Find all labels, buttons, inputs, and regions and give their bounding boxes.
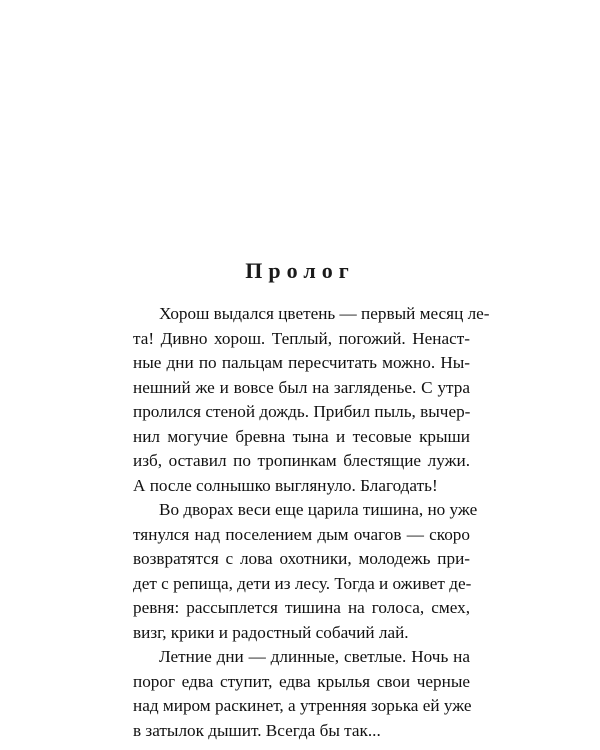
text-line: изб, оставил по тропинкам блестящие лужи. (133, 451, 470, 470)
text-line: А после солнышко выглянуло. Благодать! (133, 475, 438, 495)
text-line: пролился стеной дождь. Прибил пыль, вычер- (133, 402, 471, 421)
text-line: Во дворах веси еще царила тишина, но уже (159, 500, 478, 519)
text-line: нешний же и вовсе был на загляденье. С утра (133, 377, 470, 397)
text-line: над миром раскинет, а утренняя зорька ей уже (133, 696, 472, 715)
text-line: возвратятся с лова охотники, молодежь при- (133, 549, 470, 568)
text-line: ревня: рассыплется тишина на голоса, смех, (133, 598, 470, 617)
chapter-body (133, 302, 490, 743)
text-line: тянулся над поселением дым очагов — скоро (133, 524, 470, 544)
text-line: ные дни по пальцам пересчитать можно. Ны- (133, 353, 470, 372)
text-line: та! Дивно хорош. Теплый, погожий. Ненаст- (133, 328, 470, 348)
text-line: Летние дни — длинные, светлые. Ночь на (159, 647, 470, 666)
text-line: визг, крики и радостный собачий лай. (133, 622, 409, 642)
text-line: Хорош выдался цветень — первый месяц ле- (159, 304, 490, 323)
text-line: нил могучие бревна тына и тесовые крыши (133, 426, 470, 446)
chapter-title: Пролог (245, 258, 355, 283)
text-line: в затылок дышит. Всегда бы так... (133, 720, 381, 740)
text-line: дет с репища, дети из лесу. Тогда и оживет де- (133, 573, 472, 593)
text-line: порог едва ступит, едва крылья свои черные (133, 671, 470, 691)
